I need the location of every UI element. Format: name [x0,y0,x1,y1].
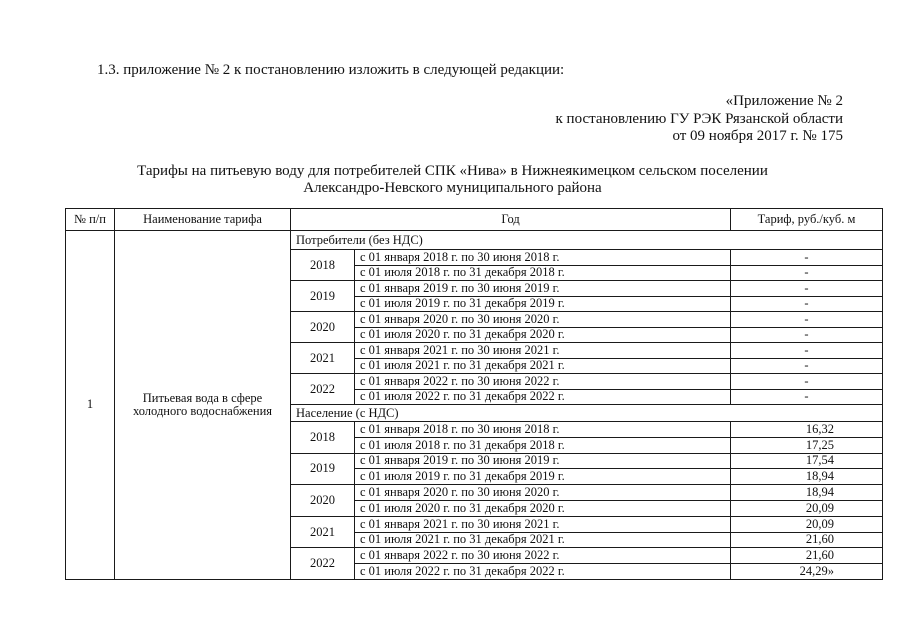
period-cell: с 01 июля 2019 г. по 31 декабря 2019 г. [355,469,731,485]
period-cell: с 01 июля 2021 г. по 31 декабря 2021 г. [355,532,731,548]
period-cell: с 01 июля 2021 г. по 31 декабря 2021 г. [355,358,731,374]
tariff-cell: - [731,389,883,405]
year-cell: 2021 [291,343,355,374]
tariff-cell: - [731,327,883,343]
header-year: Год [291,209,731,231]
title-line-2: Александро-Невского муниципального района [303,180,602,196]
year-cell: 2019 [291,281,355,312]
period-cell: с 01 января 2019 г. по 30 июня 2019 г. [355,453,731,469]
tariff-cell: 21,60 [731,532,883,548]
period-cell: с 01 июля 2020 г. по 31 декабря 2020 г. [355,327,731,343]
tariff-table [65,208,883,580]
tariff-name-cell: Питьевая вода в сфере холодного водоснабжения [115,231,291,580]
period-cell: с 01 января 2022 г. по 30 июня 2022 г. [355,374,731,390]
tariff-cell: 24,29» [731,564,883,580]
header-row [66,209,883,231]
table-head [66,209,883,231]
period-cell: с 01 июля 2018 г. по 31 декабря 2018 г. [355,437,731,453]
title-line-1: Тарифы на питьевую воду для потребителей СПК «Нива» в Нижнеякимецком сельском поселении [137,163,768,179]
period-cell: с 01 января 2021 г. по 30 июня 2021 г. [355,343,731,359]
period-cell: с 01 января 2018 г. по 30 июня 2018 г. [355,250,731,266]
tariff-cell: - [731,281,883,297]
tariff-cell: - [731,296,883,312]
year-cell: 2018 [291,250,355,281]
year-cell: 2018 [291,422,355,454]
tariff-cell: - [731,250,883,266]
tariff-cell: 17,25 [731,437,883,453]
year-cell: 2022 [291,374,355,405]
tariff-cell: 18,94 [731,469,883,485]
year-cell: 2019 [291,453,355,485]
tariff-cell: - [731,265,883,281]
appendix-reference [556,93,843,146]
section-row [66,231,883,250]
section-label: Потребители (без НДС) [291,231,883,250]
year-cell: 2020 [291,485,355,517]
period-cell: с 01 июля 2018 г. по 31 декабря 2018 г. [355,265,731,281]
tariff-cell: 17,54 [731,453,883,469]
period-cell: с 01 января 2021 г. по 30 июня 2021 г. [355,516,731,532]
year-cell: 2020 [291,312,355,343]
tariff-cell: 20,09 [731,500,883,516]
appendix-line-1: «Приложение № 2 [725,93,843,109]
period-cell: с 01 января 2020 г. по 30 июня 2020 г. [355,312,731,328]
intro-paragraph: 1.3. приложение № 2 к постановлению изложить в следующей редакции: [97,62,565,78]
header-num: № п/п [66,209,115,231]
appendix-line-2: к постановлению ГУ РЭК Рязанской области [555,110,843,127]
tariff-cell: 16,32 [731,422,883,438]
period-cell: с 01 июля 2019 г. по 31 декабря 2019 г. [355,296,731,312]
period-cell: с 01 июля 2022 г. по 31 декабря 2022 г. [355,564,731,580]
period-cell: с 01 июля 2022 г. по 31 декабря 2022 г. [355,389,731,405]
document-title [0,163,905,197]
header-tariff: Тариф, руб./куб. м [731,209,883,231]
section-label: Население (с НДС) [291,405,883,422]
appendix-line-3: от 09 ноября 2017 г. № 175 [672,128,843,144]
year-cell: 2022 [291,548,355,580]
table-body [66,231,883,580]
tariff-cell: 20,09 [731,516,883,532]
period-cell: с 01 января 2020 г. по 30 июня 2020 г. [355,485,731,501]
period-cell: с 01 января 2019 г. по 30 июня 2019 г. [355,281,731,297]
tariff-cell: - [731,374,883,390]
period-cell: с 01 января 2018 г. по 30 июня 2018 г. [355,422,731,438]
tariff-cell: - [731,312,883,328]
tariff-cell: 21,60 [731,548,883,564]
period-cell: с 01 июля 2020 г. по 31 декабря 2020 г. [355,500,731,516]
row-number-cell: 1 [66,231,115,580]
year-cell: 2021 [291,516,355,548]
tariff-cell: 18,94 [731,485,883,501]
tariff-cell: - [731,358,883,374]
tariff-cell: - [731,343,883,359]
period-cell: с 01 января 2022 г. по 30 июня 2022 г. [355,548,731,564]
header-name: Наименование тарифа [115,209,291,231]
